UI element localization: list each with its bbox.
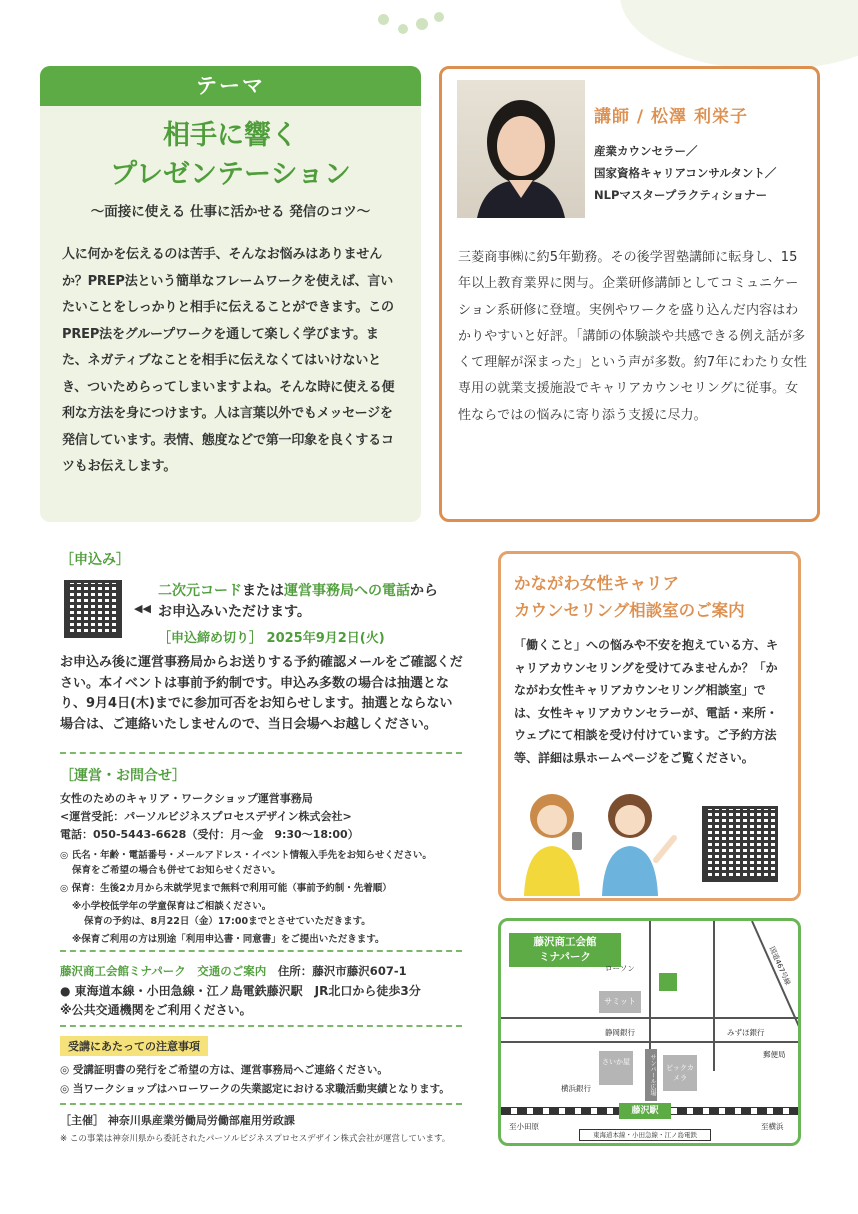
notice-label: 受講にあたっての注意事項 [60, 1036, 208, 1056]
kanagawa-body: 「働くこと」への悩みや不安を抱えている方、キャリアカウンセリングを受けてみませんか？「かながわ女性キャリアカウンセリング相談室」では、女性キャリアカウンセラーが、電話・来所・ウェブにて相談を受け付けています。ご予約方法等、詳細は県ホームページをご覧ください。 [514, 638, 779, 765]
apply-qr-code[interactable] [64, 580, 122, 638]
apply-body: お申込み後に運営事務局からお送りする予約確認メールをご確認ください。本イベントは事前予約制です。申込み多数の場合は抽選となり、9月4日(木)までに参加可否をお知らせします。抽選とならない場合は、ご連絡いたしませんので、当日会場へお越しください。 [60, 655, 463, 732]
map-building: さいか屋 [599, 1051, 633, 1085]
venue-address: 住所：藤沢市藤沢607-1 [277, 964, 407, 978]
counselor-illustration-icon [512, 786, 692, 896]
venue-access: ● 東海道本線・小田急線・江ノ島電鉄藤沢駅 JR北口から徒歩3分 [60, 984, 421, 998]
lecturer-role: 産業カウンセラー／ [594, 144, 698, 158]
contact-contractor: <運営受託：パーソルビジネスプロセスデザイン株式会社> [60, 810, 352, 823]
contact-notes [60, 848, 465, 947]
map-label: ローソン [605, 964, 635, 973]
organizer: ［主催］ 神奈川県産業労働局労働部雇用労政課 [60, 1114, 295, 1127]
kanagawa-title-line2: カウンセリング相談室のご案内 [514, 601, 745, 620]
divider [60, 1103, 462, 1105]
contact-note: 保育をご希望の場合も併せてお知らせください。 [72, 865, 281, 876]
divider [60, 1025, 462, 1027]
deco-dot [416, 18, 428, 30]
map-road [501, 1041, 801, 1043]
deco-dot [434, 12, 444, 22]
phone-highlight: 運営事務局への電話 [284, 583, 410, 599]
deco-dot [398, 24, 408, 34]
arrow-icon: ◀◀ [134, 602, 151, 615]
contact-note: ※小学校低学年の学童保育はご相談ください。 [72, 901, 272, 912]
notice-list [60, 1061, 450, 1099]
map-venue-line: 藤沢商工会館 [533, 936, 597, 948]
theme-panel [40, 66, 421, 522]
apply-heading: ［申込み］ [60, 552, 130, 568]
apply-deadline: ［申込締め切り］ 2025年9月2日(火) [158, 631, 385, 646]
access-map [498, 918, 801, 1146]
map-lines: 東海道本線・小田急線・江ノ島電鉄 [579, 1129, 711, 1141]
apply-text: から [410, 583, 438, 599]
deco-dot [378, 14, 389, 25]
kanagawa-title-line1: かながわ女性キャリア [514, 574, 679, 593]
venue-note: ※公共交通機関をご利用ください。 [60, 1003, 252, 1017]
notice-item: ◎ 当ワークショップはハローワークの失業認定における求職活動実績となります。 [60, 1083, 450, 1095]
map-label: 国道467号線 [767, 945, 792, 987]
theme-tab: テーマ [40, 66, 421, 106]
map-road [713, 921, 715, 1071]
divider [60, 950, 462, 952]
divider [60, 752, 462, 754]
lecturer-roles [594, 140, 776, 206]
map-venue-marker [659, 973, 677, 991]
venue-name: 藤沢商工会館ミナパーク 交通のご案内 [60, 964, 267, 978]
lecturer-photo [457, 80, 585, 218]
qr-highlight: 二次元コード [158, 583, 242, 599]
apply-text: または [242, 583, 284, 599]
map-building: サンパール広場 [645, 1049, 657, 1101]
map-station: 藤沢駅 [619, 1103, 671, 1119]
background-decoration [620, 0, 858, 70]
map-label: 至小田原 [509, 1122, 539, 1131]
contact-note: ◎ 氏名・年齢・電話番号・メールアドレス・イベント情報入手先をお知らせください。 [60, 850, 432, 861]
apply-text-line2: お申込みいただけます。 [158, 604, 311, 620]
contact-note: ※保育ご利用の方は別途「利用申込書・同意書」をご提出いただきます。 [72, 934, 385, 945]
organizer-note: ※ この事業は神奈川県から委託されたパーソルビジネスプロセスデザイン株式会社が運営しています。 [60, 1134, 451, 1144]
theme-subtitle: 〜面接に使える 仕事に活かせる 発信のコツ〜 [90, 204, 371, 220]
notice-item: ◎ 受講証明書の発行をご希望の方は、運営事務局へご連絡ください。 [60, 1064, 388, 1076]
lecturer-role: NLPマスタープラクティショナー [594, 188, 768, 202]
venue-heading [60, 963, 407, 979]
kanagawa-title [514, 570, 745, 624]
map-label: 静岡銀行 [605, 1028, 635, 1037]
contact-note: 保育の予約は、8月22日（金）17:00までとさせていただきます。 [84, 916, 371, 927]
map-label: 郵便局 [763, 1050, 786, 1059]
map-building: サミット [599, 991, 641, 1013]
theme-title-line1: 相手に響く [163, 120, 298, 151]
map-road [751, 921, 801, 1041]
map-venue-line: ミナパーク [539, 951, 591, 963]
map-label: みずほ銀行 [727, 1028, 765, 1037]
map-venue-label [509, 933, 621, 967]
contact-heading: ［運営・お問合せ］ [60, 768, 186, 784]
theme-title [40, 116, 421, 194]
map-building: ビックカメラ [663, 1055, 697, 1091]
theme-body: 人に何かを伝えるのは苦手、そんなお悩みはありませんか？PREP法という簡単なフレームワークを使えば、言いたいことをしっかりと相手に伝えることができます。このPREP法をグループワークを通して楽しく学びます。また、ネガティブなことを相手に伝えなくてはいけないとき、ついためらってしまいますよね。そんな時に使える便利な方法を身につけます。人は言葉以外でもメッセージを発信しています。表情、態度などで第一印象を良くするコツもお伝えします。 [62, 247, 395, 474]
kanagawa-qr-code[interactable] [702, 806, 778, 882]
contact-info [60, 790, 465, 844]
map-label: 横浜銀行 [561, 1084, 591, 1093]
contact-office: 女性のためのキャリア・ワークショップ運営事務局 [60, 792, 313, 805]
map-road [501, 1017, 801, 1019]
contact-note: ◎ 保育：生後2カ月から未就学児まで無料で利用可能（事前予約制・先着順） [60, 883, 392, 894]
theme-title-line2: プレゼンテーション [110, 159, 351, 190]
lecturer-bio: 三菱商事㈱に約5年勤務。その後学習塾講師に転身し、15年以上教育業界に関与。企業研修講師としてコミュニケーション系研修に登壇。実例やワークを盛り込んだ内容はわかりやすいと好評。「講師の体験談や共感できる例え話が多くて理解が深まった」という声が多数。約7年にわたり女性専用の就業支援施設でキャリアカウンセリングに従事。女性ならではの悩みに寄り添う支援に尽力。 [458, 250, 807, 423]
lecturer-role: 国家資格キャリアコンサルタント／ [594, 166, 777, 180]
contact-phone[interactable]: 電話：050-5443-6628（受付：月〜金 9:30〜18:00） [60, 828, 359, 841]
lecturer-name: 講師 / 松澤 利栄子 [594, 107, 748, 127]
apply-method [158, 581, 438, 623]
map-label: 至横浜 [761, 1122, 784, 1131]
lecturer-portrait-icon [457, 80, 585, 218]
